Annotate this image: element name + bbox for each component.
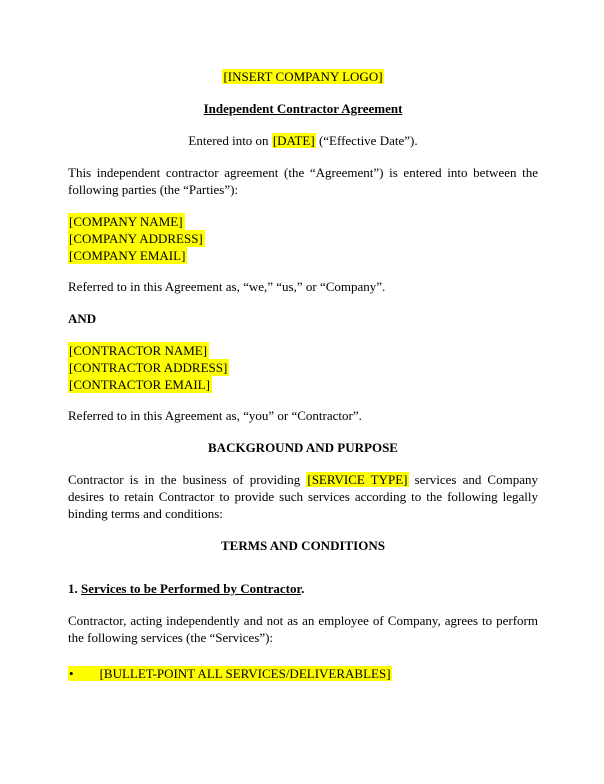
- document-title: Independent Contractor Agreement: [203, 101, 403, 116]
- company-block: [68, 213, 538, 264]
- document-title-line: [68, 100, 538, 117]
- contractor-block: [68, 342, 538, 393]
- contractor-name-line: [68, 342, 538, 359]
- company-email-placeholder: [COMPANY EMAIL]: [69, 248, 186, 263]
- contractor-address-placeholder: [CONTRACTOR ADDRESS]: [69, 360, 228, 375]
- company-name-line: [68, 213, 538, 230]
- effective-date-prefix: Entered into on: [188, 133, 272, 148]
- services-bullet-placeholder: [BULLET-POINT ALL SERVICES/DELIVERABLES]: [99, 666, 391, 681]
- terms-heading: TERMS AND CONDITIONS: [221, 538, 385, 553]
- contractor-name-placeholder: [CONTRACTOR NAME]: [69, 343, 208, 358]
- background-heading: BACKGROUND AND PURPOSE: [208, 440, 398, 455]
- intro-paragraph: This independent contractor agreement (the “Agreement”) is entered into between the following parties (the “Parties”):: [68, 165, 538, 197]
- section-1-period: .: [301, 581, 305, 596]
- company-logo-placeholder: [INSERT COMPANY LOGO]: [223, 69, 383, 84]
- contractor-reference-line: Referred to in this Agreement as, “you” or “Contractor”.: [68, 408, 362, 423]
- company-email-line: [68, 247, 538, 264]
- section-1-heading-line: [68, 580, 538, 597]
- section-1-paragraph: Contractor, acting independently and not as an employee of Company, agrees to perform the following services (the “Services”):: [68, 613, 538, 645]
- services-bullet-highlight: [68, 666, 392, 681]
- logo-placeholder-line: [68, 68, 538, 85]
- services-bullet-line: [68, 665, 538, 682]
- section-1-heading: Services to be Performed by Contractor: [81, 581, 302, 596]
- effective-date-suffix: (“Effective Date”).: [315, 133, 418, 148]
- background-paragraph: [68, 471, 538, 522]
- company-reference-line: Referred to in this Agreement as, “we,” “us,” or “Company”.: [68, 279, 386, 294]
- and-label: AND: [68, 311, 97, 326]
- background-paragraph-prefix: Contractor is in the business of providing: [68, 472, 307, 487]
- date-placeholder: [DATE]: [272, 133, 315, 148]
- effective-date-line: [68, 132, 538, 149]
- bullet-icon: •: [69, 666, 74, 681]
- section-1-number: 1.: [68, 581, 81, 596]
- company-address-placeholder: [COMPANY ADDRESS]: [69, 231, 203, 246]
- background-paragraph-suffix: services and Company desires to retain Contractor to provide such services according to the following legally binding terms and conditions:: [68, 472, 538, 521]
- service-type-placeholder: [SERVICE TYPE]: [307, 472, 408, 487]
- contractor-address-line: [68, 359, 538, 376]
- company-address-line: [68, 230, 538, 247]
- contractor-email-placeholder: [CONTRACTOR EMAIL]: [69, 377, 210, 392]
- company-name-placeholder: [COMPANY NAME]: [69, 214, 183, 229]
- contractor-email-line: [68, 376, 538, 393]
